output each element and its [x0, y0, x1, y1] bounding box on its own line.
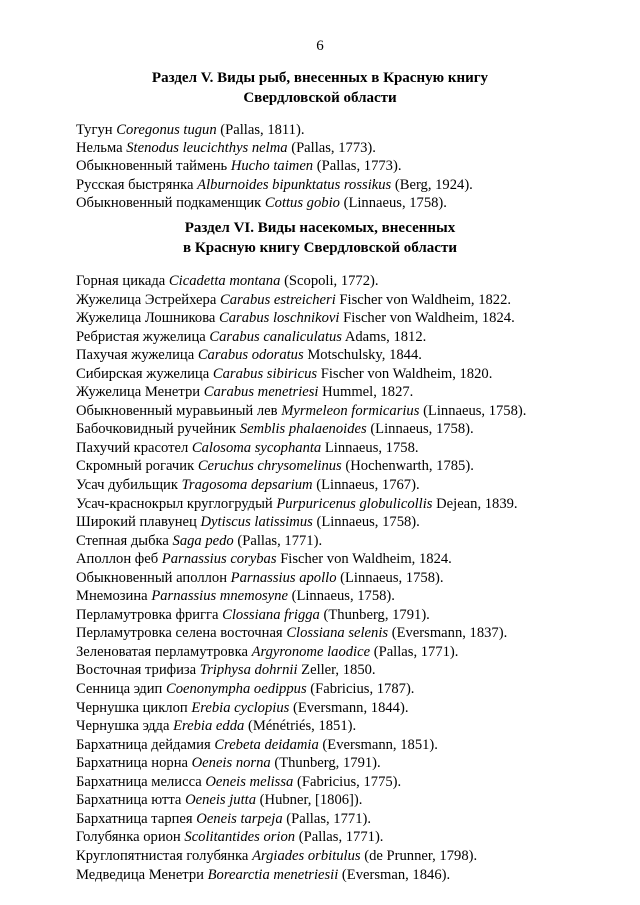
- species-author: (Linnaeus, 1758).: [370, 421, 474, 438]
- section-6-heading-line: в Красную книгу Свердловской области: [183, 240, 457, 256]
- species-latin-name: Parnassius apollo: [230, 569, 337, 586]
- species-latin-name: Carabus odoratus: [197, 347, 304, 364]
- species-latin-name: Carabus loschnikovi: [219, 310, 340, 327]
- species-entry: [76, 606, 526, 625]
- species-author: (Pallas, 1773).: [316, 158, 402, 175]
- species-latin-name: Carabus canaliculatus: [209, 328, 342, 345]
- species-common-name: Мнемозина: [76, 588, 148, 605]
- species-latin-name: Carabus sibiricus: [212, 365, 318, 382]
- species-entry: [76, 402, 526, 421]
- species-entry: [76, 495, 526, 514]
- species-latin-name: Carabus menetriesi: [203, 384, 319, 401]
- species-author: (Eversmann, 1844).: [292, 699, 409, 716]
- species-latin-name: Stenodus leucichthys nelma: [126, 140, 288, 157]
- species-latin-name: Carabus estreicheri: [219, 291, 336, 308]
- species-common-name: Бабочковидный ручейник: [76, 421, 237, 438]
- species-common-name: Обыкновенный аполлон: [76, 569, 228, 586]
- species-entry: [76, 346, 526, 365]
- species-common-name: Пахучая жужелица: [76, 347, 195, 364]
- species-common-name: Перламутровка селена восточная: [76, 625, 283, 642]
- species-common-name: Сенница эдип: [76, 681, 163, 698]
- species-author: (Pallas, 1771).: [298, 829, 384, 846]
- species-latin-name: Alburnoides bipunktatus rossikus: [197, 176, 392, 193]
- species-common-name: Голубянка орион: [76, 829, 181, 846]
- species-author: Dejean, 1839.: [436, 495, 518, 512]
- species-author: (Linnaeus, 1767).: [316, 477, 420, 494]
- species-common-name: Жужелица Эстрейхера: [76, 291, 217, 308]
- species-latin-name: Oeneis tarpeja: [196, 810, 283, 827]
- species-latin-name: Parnassius corybas: [161, 551, 277, 568]
- species-entry: [76, 810, 526, 829]
- species-entry: [76, 383, 526, 402]
- species-common-name: Восточная трифиза: [76, 662, 197, 679]
- species-common-name: Русская быстрянка: [76, 176, 194, 193]
- species-entry: [76, 328, 526, 347]
- species-common-name: Усач-краснокрыл круглогрудый: [76, 495, 273, 512]
- species-latin-name: Saga pedo: [172, 532, 234, 549]
- section-5-heading-line: Свердловской области: [243, 90, 397, 106]
- species-author: (Linnaeus, 1758).: [316, 514, 420, 531]
- species-common-name: Бархатница норна: [76, 755, 188, 772]
- species-author: (Linnaeus, 1758).: [340, 569, 444, 586]
- species-common-name: Обыкновенный муравьиный лев: [76, 402, 278, 419]
- species-entry: [76, 699, 526, 718]
- species-entry: [76, 420, 526, 439]
- species-latin-name: Erebia edda: [173, 718, 245, 735]
- species-author: (Pallas, 1773).: [291, 140, 376, 157]
- species-common-name: Степная дыбка: [76, 532, 169, 549]
- species-entry: [76, 661, 526, 680]
- species-author: (Eversman, 1846).: [341, 866, 451, 883]
- insect-species-list: [76, 272, 526, 884]
- species-entry: [76, 717, 526, 736]
- section-6-heading-line: Раздел VI. Виды насекомых, внесенных: [184, 220, 456, 236]
- species-common-name: Зеленоватая перламутровка: [76, 643, 248, 660]
- species-latin-name: Cicadetta montana: [168, 273, 281, 289]
- species-entry: [76, 754, 526, 773]
- species-latin-name: Parnassius mnemosyne: [151, 588, 288, 605]
- section-5-heading-line: Раздел V. Виды рыб, внесенных в Красную книгу: [151, 70, 489, 86]
- species-common-name: Ребристая жужелица: [76, 328, 206, 345]
- species-author: Fischer von Waldheim, 1822.: [339, 291, 512, 308]
- species-entry: [76, 476, 526, 495]
- species-latin-name: Triphysa dohrnii: [199, 662, 298, 679]
- species-common-name: Бархатница тарпея: [76, 810, 193, 827]
- species-entry: [76, 365, 526, 384]
- species-author: Fischer von Waldheim, 1824.: [280, 551, 452, 568]
- species-latin-name: Erebia cyclopius: [191, 699, 290, 716]
- species-common-name: Усач дубильщик: [76, 477, 178, 494]
- species-author: Linnaeus, 1758.: [324, 439, 419, 456]
- species-author: Fischer von Waldheim, 1824.: [343, 310, 515, 327]
- species-entry: [76, 513, 526, 532]
- species-author: Adams, 1812.: [344, 328, 427, 345]
- species-entry: [76, 680, 526, 699]
- species-entry: [76, 272, 526, 291]
- species-common-name: Бархатница мелисса: [76, 773, 202, 790]
- species-common-name: Медведица Менетри: [76, 866, 204, 883]
- species-author: (Fabricius, 1787).: [310, 681, 415, 698]
- species-author: Hummel, 1827.: [322, 384, 414, 401]
- species-author: (Pallas, 1771).: [286, 810, 371, 827]
- species-common-name: Обыкновенный таймень: [76, 158, 228, 175]
- species-entry: [76, 550, 526, 569]
- species-author: (Eversmann, 1851).: [322, 736, 438, 753]
- species-latin-name: Tragosoma depsarium: [181, 477, 313, 494]
- species-author: (Berg, 1924).: [394, 176, 473, 193]
- species-latin-name: Oeneis norna: [191, 755, 271, 772]
- species-common-name: Жужелица Менетри: [76, 384, 201, 401]
- species-latin-name: Borearctia menetriesii: [207, 866, 339, 883]
- species-entry: [76, 291, 526, 310]
- species-common-name: Скромный рогачик: [76, 458, 195, 475]
- species-latin-name: Clossiana selenis: [286, 625, 389, 642]
- species-author: (Ménétriés, 1851).: [247, 718, 357, 735]
- species-latin-name: Oeneis melissa: [205, 773, 294, 790]
- fish-species-list: [76, 121, 473, 212]
- species-latin-name: Calosoma sycophanta: [191, 439, 322, 456]
- section-5-heading: [0, 68, 640, 108]
- species-author: (Linnaeus, 1758).: [343, 194, 447, 211]
- species-common-name: Бархатница ютта: [76, 792, 182, 809]
- species-latin-name: Hucho taimen: [230, 158, 314, 175]
- species-latin-name: Argiades orbitulus: [252, 847, 361, 864]
- species-entry: [76, 439, 526, 458]
- species-entry: [76, 157, 473, 175]
- species-latin-name: Scolitantides orion: [184, 829, 296, 846]
- species-common-name: Чернушка циклоп: [76, 699, 188, 716]
- species-latin-name: Coregonus tugun: [116, 122, 217, 138]
- species-author: (Thunberg, 1791).: [323, 606, 430, 623]
- species-latin-name: Cottus gobio: [264, 194, 340, 211]
- species-entry: [76, 569, 526, 588]
- species-entry: [76, 773, 526, 792]
- species-author: (Linnaeus, 1758).: [423, 402, 527, 419]
- species-entry: [76, 847, 526, 866]
- section-6-heading: [0, 218, 640, 258]
- species-common-name: Пахучий красотел: [76, 439, 189, 456]
- species-author: Zeller, 1850.: [301, 662, 376, 679]
- species-latin-name: Purpuricenus globulicollis: [276, 495, 433, 512]
- species-latin-name: Ceruchus chrysomelinus: [197, 458, 342, 475]
- species-common-name: Чернушка эдда: [76, 718, 170, 735]
- species-entry: [76, 121, 473, 139]
- species-entry: [76, 736, 526, 755]
- species-common-name: Обыкновенный подкаменщик: [76, 194, 262, 211]
- species-author: (Hochenwarth, 1785).: [345, 458, 474, 475]
- species-latin-name: Semblis phalaenoides: [239, 421, 367, 438]
- species-common-name: Тугун: [76, 122, 113, 138]
- species-latin-name: Myrmeleon formicarius: [281, 402, 420, 419]
- species-author: Fischer von Waldheim, 1820.: [320, 365, 493, 382]
- species-common-name: Широкий плавунец: [76, 514, 197, 531]
- species-common-name: Перламутровка фригга: [76, 606, 219, 623]
- species-latin-name: Dytiscus latissimus: [200, 514, 313, 531]
- species-entry: [76, 176, 473, 194]
- species-entry: [76, 866, 526, 885]
- species-common-name: Нельма: [76, 140, 123, 157]
- species-author: (Pallas, 1811).: [220, 122, 305, 138]
- species-latin-name: Clossiana frigga: [222, 606, 320, 623]
- species-entry: [76, 828, 526, 847]
- species-latin-name: Argyronome laodice: [251, 643, 371, 660]
- species-author: Motschulsky, 1844.: [307, 347, 422, 364]
- species-common-name: Горная цикада: [76, 273, 166, 289]
- species-author: (Hubner, [1806]).: [259, 792, 363, 809]
- species-entry: [76, 791, 526, 810]
- species-latin-name: Crebeta deidamia: [214, 736, 319, 753]
- species-entry: [76, 139, 473, 157]
- species-author: (Pallas, 1771).: [373, 643, 459, 660]
- page-number: 6: [316, 38, 324, 54]
- species-author: (Pallas, 1771).: [237, 532, 323, 549]
- species-author: (Fabricius, 1775).: [297, 773, 402, 790]
- species-entry: [76, 457, 526, 476]
- species-author: (Scopoli, 1772).: [284, 273, 379, 289]
- species-common-name: Бархатница дейдамия: [76, 736, 211, 753]
- species-entry: [76, 587, 526, 606]
- species-entry: [76, 309, 526, 328]
- species-latin-name: Oeneis jutta: [185, 792, 257, 809]
- species-entry: [76, 194, 473, 212]
- species-common-name: Сибирская жужелица: [76, 365, 210, 382]
- species-latin-name: Coenonympha oedippus: [165, 681, 307, 698]
- species-author: (Thunberg, 1791).: [274, 755, 381, 772]
- species-entry: [76, 532, 526, 551]
- species-entry: [76, 643, 526, 662]
- species-common-name: Жужелица Лошникова: [76, 310, 216, 327]
- species-author: (Eversmann, 1837).: [391, 625, 508, 642]
- species-author: (Linnaeus, 1758).: [291, 588, 395, 605]
- species-common-name: Круглопятнистая голубянка: [76, 847, 249, 864]
- species-entry: [76, 624, 526, 643]
- species-author: (de Prunner, 1798).: [364, 847, 478, 864]
- species-common-name: Аполлон феб: [76, 551, 159, 568]
